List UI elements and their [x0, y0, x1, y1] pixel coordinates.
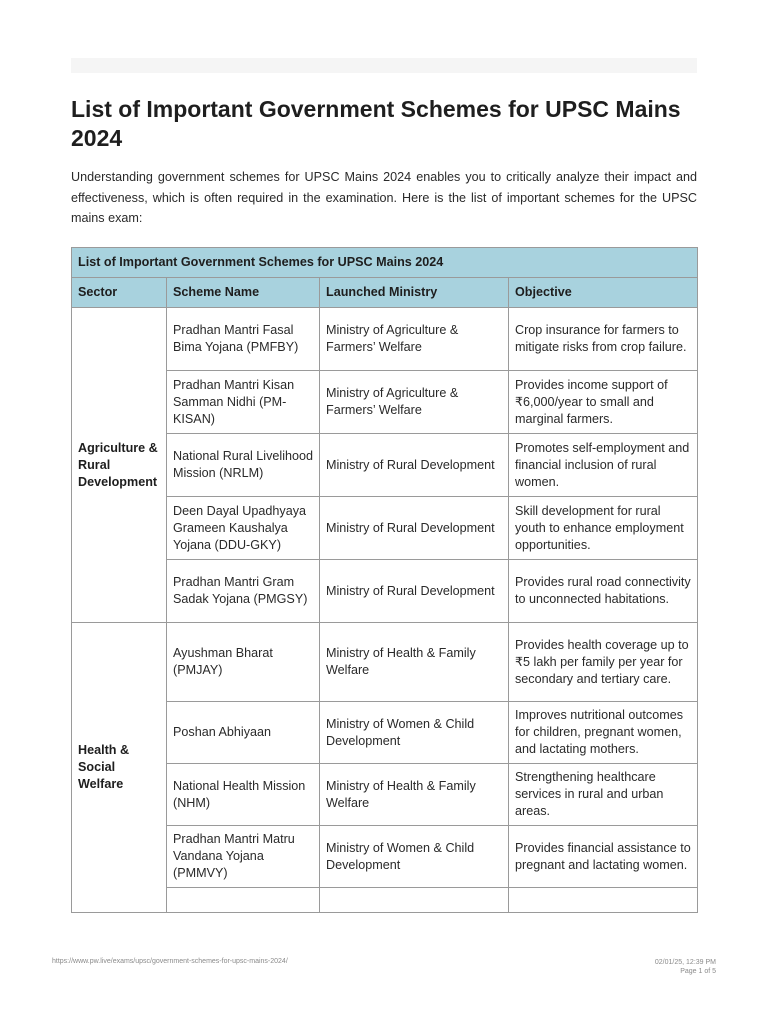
- scheme-name-cell: [167, 888, 320, 913]
- ministry-cell: [320, 888, 509, 913]
- column-header-launched-ministry: Launched Ministry: [320, 278, 509, 308]
- scheme-name-cell: National Health Mission (NHM): [167, 764, 320, 826]
- scheme-name-cell: Deen Dayal Upadhyaya Grameen Kaushalya Yojana (DDU-GKY): [167, 497, 320, 560]
- ministry-cell: Ministry of Agriculture & Farmers’ Welfare: [320, 308, 509, 371]
- ministry-cell: Ministry of Women & Child Development: [320, 702, 509, 764]
- ministry-cell: Ministry of Rural Development: [320, 560, 509, 623]
- top-banner-bar: [71, 58, 697, 73]
- objective-cell: Provides rural road connectivity to unconnected habitations.: [509, 560, 698, 623]
- objective-cell: Improves nutritional outcomes for children, pregnant women, and lactating mothers.: [509, 702, 698, 764]
- objective-cell: Provides income support of ₹6,000/year to small and marginal farmers.: [509, 371, 698, 434]
- table-row: [72, 623, 698, 702]
- table-caption: List of Important Government Schemes for UPSC Mains 2024: [72, 248, 698, 278]
- scheme-name-cell: Ayushman Bharat (PMJAY): [167, 623, 320, 702]
- footer-meta: [655, 958, 716, 976]
- page-title: List of Important Government Schemes for UPSC Mains 2024: [71, 96, 681, 151]
- ministry-cell: Ministry of Agriculture & Farmers’ Welfare: [320, 371, 509, 434]
- scheme-name-cell: Pradhan Mantri Fasal Bima Yojana (PMFBY): [167, 308, 320, 371]
- sector-cell: Health & Social Welfare: [72, 623, 167, 913]
- footer-url: https://www.pw.live/exams/upsc/government-schemes-for-upsc-mains-2024/: [52, 958, 288, 965]
- table-row: [72, 308, 698, 371]
- column-header-sector: Sector: [72, 278, 167, 308]
- objective-cell: Skill development for rural youth to enhance employment opportunities.: [509, 497, 698, 560]
- objective-cell: Strengthening healthcare services in rural and urban areas.: [509, 764, 698, 826]
- scheme-name-cell: Pradhan Mantri Gram Sadak Yojana (PMGSY): [167, 560, 320, 623]
- ministry-cell: Ministry of Rural Development: [320, 434, 509, 497]
- scheme-name-cell: National Rural Livelihood Mission (NRLM): [167, 434, 320, 497]
- footer-page-number: Page 1 of 5: [680, 968, 716, 975]
- ministry-cell: Ministry of Health & Family Welfare: [320, 623, 509, 702]
- column-header-objective: Objective: [509, 278, 698, 308]
- intro-paragraph: Understanding government schemes for UPSC Mains 2024 enables you to critically analyze their impact and effectiveness, which is often required in the examination. Here is the list of important schemes for the UPSC mains exam:: [71, 170, 697, 225]
- scheme-name-cell: Pradhan Mantri Matru Vandana Yojana (PMMVY): [167, 826, 320, 888]
- column-header-scheme-name: Scheme Name: [167, 278, 320, 308]
- sector-cell: Agriculture & Rural Development: [72, 308, 167, 623]
- objective-cell: Crop insurance for farmers to mitigate risks from crop failure.: [509, 308, 698, 371]
- objective-cell: Provides financial assistance to pregnant and lactating women.: [509, 826, 698, 888]
- footer-datetime: 02/01/25, 12:39 PM: [654, 959, 716, 966]
- scheme-name-cell: Poshan Abhiyaan: [167, 702, 320, 764]
- objective-cell: [509, 888, 698, 913]
- scheme-name-cell: Pradhan Mantri Kisan Samman Nidhi (PM-KISAN): [167, 371, 320, 434]
- ministry-cell: Ministry of Rural Development: [320, 497, 509, 560]
- schemes-table: [71, 247, 698, 913]
- objective-cell: Provides health coverage up to ₹5 lakh per family per year for secondary and tertiary care.: [509, 623, 698, 702]
- ministry-cell: Ministry of Health & Family Welfare: [320, 764, 509, 826]
- objective-cell: Promotes self-employment and financial inclusion of rural women.: [509, 434, 698, 497]
- ministry-cell: Ministry of Women & Child Development: [320, 826, 509, 888]
